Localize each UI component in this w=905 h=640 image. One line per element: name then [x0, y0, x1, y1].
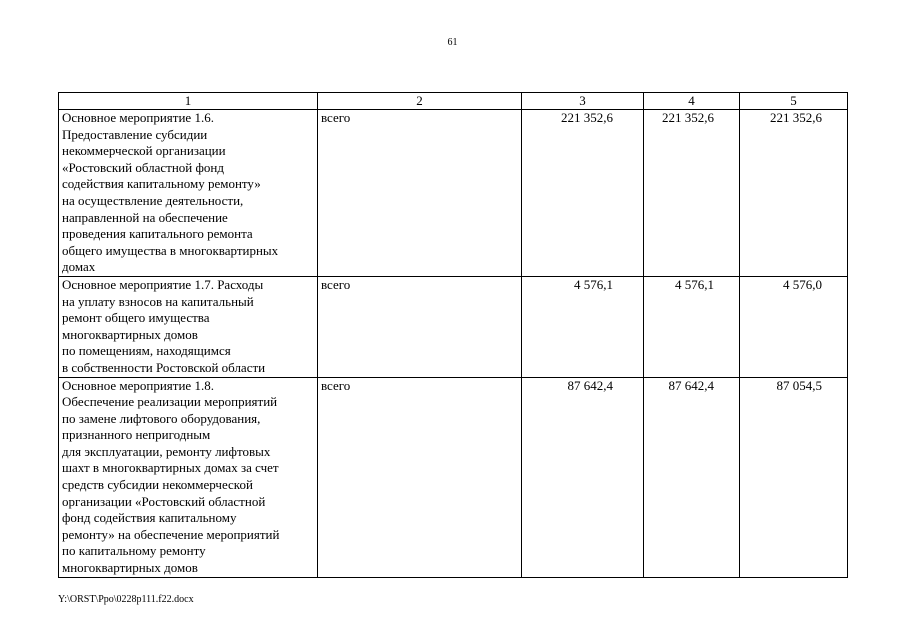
column-header-2: 2 — [318, 93, 522, 110]
description-line: признанного непригодным — [62, 427, 211, 443]
description-line: домах — [62, 259, 96, 275]
description-line: содействия капитальному ремонту» — [62, 176, 261, 192]
description-line: организации «Ростовский областной — [62, 493, 266, 509]
budget-table — [58, 92, 848, 578]
file-path-footer: Y:\ORST\Ppo\0228p111.f22.docx — [58, 594, 194, 605]
description-line: в собственности Ростовской области — [62, 359, 266, 375]
description-line: некоммерческой организации — [62, 143, 226, 159]
value-col4: 87 642,4 — [644, 377, 740, 577]
description-line: по капитальному ремонту — [62, 543, 206, 559]
funding-source: всего — [318, 377, 522, 577]
value-col3: 87 642,4 — [522, 377, 644, 577]
description-line: фонд содействия капитальному — [62, 510, 237, 526]
funding-source: всего — [318, 276, 522, 377]
description-line: «Ростовский областной фонд — [62, 159, 224, 175]
table-header-row — [59, 93, 848, 110]
value-col4: 221 352,6 — [644, 110, 740, 277]
value-col5: 4 576,0 — [740, 276, 848, 377]
description-line: общего имущества в многоквартирных — [62, 242, 279, 258]
column-header-1: 1 — [59, 93, 318, 110]
page-number: 61 — [447, 37, 458, 48]
description-line: направленной на обеспечение — [62, 209, 228, 225]
table-row — [59, 276, 848, 377]
description-line: шахт в многоквартирных домах за счет — [62, 460, 279, 476]
value-col5: 221 352,6 — [740, 110, 848, 277]
column-header-4: 4 — [644, 93, 740, 110]
value-col3: 4 576,1 — [522, 276, 644, 377]
description-line: по замене лифтового оборудования, — [62, 410, 261, 426]
description-line: по помещениям, находящимся — [62, 343, 231, 359]
value-col4: 4 576,1 — [644, 276, 740, 377]
description-line: средств субсидии некоммерческой — [62, 477, 253, 493]
table-row — [59, 110, 848, 277]
activity-description — [59, 377, 318, 577]
description-line: Предоставление субсидии — [62, 126, 208, 142]
description-line: на осуществление деятельности, — [62, 192, 244, 208]
activity-description — [59, 110, 318, 277]
column-header-3: 3 — [522, 93, 644, 110]
description-line: ремонт общего имущества — [62, 310, 210, 326]
value-col3: 221 352,6 — [522, 110, 644, 277]
description-line: ремонту» на обеспечение мероприятий — [62, 526, 280, 542]
table-row — [59, 377, 848, 577]
description-line: многоквартирных домов — [62, 326, 198, 342]
description-line: для эксплуатации, ремонту лифтовых — [62, 443, 271, 459]
description-line: на уплату взносов на капитальный — [62, 293, 254, 309]
description-line: Основное мероприятие 1.8. — [62, 377, 214, 393]
column-header-5: 5 — [740, 93, 848, 110]
description-line: Основное мероприятие 1.7. Расходы — [62, 276, 264, 292]
description-line: Обеспечение реализации мероприятий — [62, 394, 278, 410]
funding-source: всего — [318, 110, 522, 277]
description-line: проведения капитального ремонта — [62, 226, 253, 242]
value-col5: 87 054,5 — [740, 377, 848, 577]
description-line: многоквартирных домов — [62, 560, 198, 576]
activity-description — [59, 276, 318, 377]
description-line: Основное мероприятие 1.6. — [62, 110, 214, 125]
